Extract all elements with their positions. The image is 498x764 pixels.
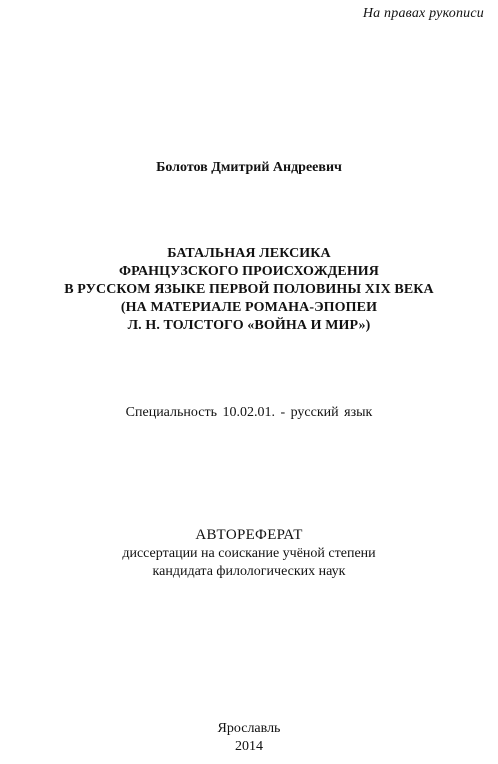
abstract-line: кандидата филологических наук	[152, 564, 346, 579]
title-line: Л. Н. ТОЛСТОГО «ВОЙНА И МИР»)	[127, 318, 371, 333]
city: Ярославль	[217, 721, 281, 736]
rights-note: На правах рукописи	[362, 6, 484, 21]
year: 2014	[235, 739, 263, 754]
abstract-heading: АВТОРЕФЕРАТ	[195, 527, 303, 543]
abstract-block	[0, 526, 498, 581]
title-line: БАТАЛЬНАЯ ЛЕКСИКА	[167, 246, 331, 261]
specialty-line: Специальность 10.02.01. - русский язык	[125, 405, 373, 420]
title-line: В РУССКОМ ЯЗЫКЕ ПЕРВОЙ ПОЛОВИНЫ XIX ВЕКА	[64, 282, 434, 297]
title-line: ФРАНЦУЗСКОГО ПРОИСХОЖДЕНИЯ	[118, 264, 380, 279]
abstract-line: диссертации на соискание учёной степени	[122, 546, 376, 561]
footer-block	[0, 720, 498, 756]
title-line: (НА МАТЕРИАЛЕ РОМАНА-ЭПОПЕИ	[120, 300, 378, 315]
dissertation-title	[0, 245, 498, 335]
author-name: Болотов Дмитрий Андреевич	[156, 160, 342, 175]
